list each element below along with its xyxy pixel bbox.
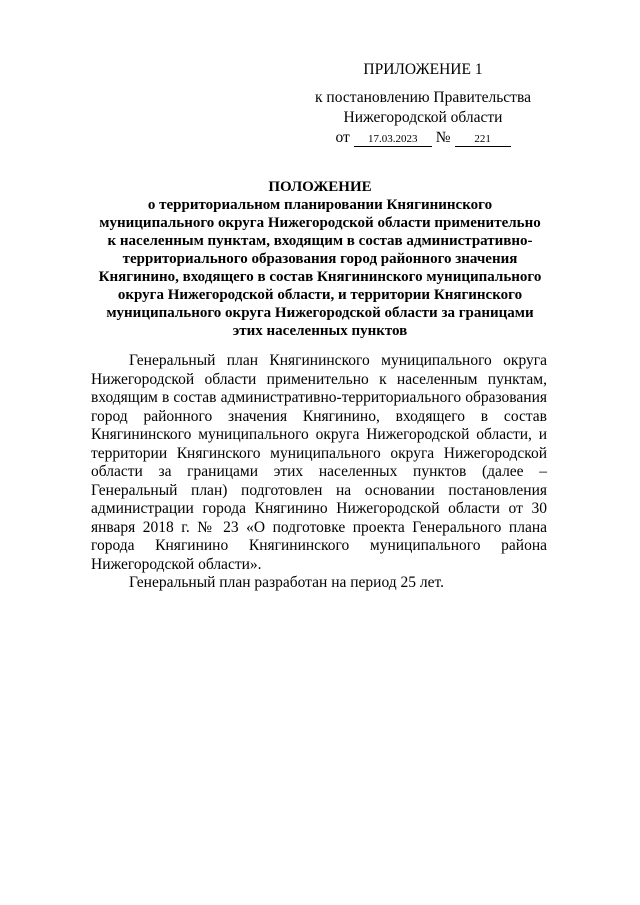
decree-date: 17.03.2023: [354, 132, 432, 147]
annex-block: [300, 60, 546, 148]
heading-subtitle: о территориальном планировании Княгининского муниципального округа Нижегородской области применительно к населенным пунктам, входящим в состав административно-территориального образования город районного значения Княгинино, входящего в состав Княгининского муниципального округа Нижегородской области, и территории Княгинского муниципального округа Нижегородской области за границами этих населенных пунктов: [98, 197, 542, 339]
decree-number: 221: [455, 132, 511, 147]
annex-reference-line-2: Нижегородской области: [343, 109, 503, 126]
document-body: [91, 352, 547, 593]
annex-title: ПРИЛОЖЕНИЕ 1: [363, 61, 483, 78]
heading-title: ПОЛОЖЕНИЕ: [268, 179, 372, 195]
annex-date-row: [300, 128, 546, 148]
document-heading: [95, 178, 545, 340]
number-sign: №: [435, 129, 451, 146]
body-paragraph-1: Генеральный план Княгининского муниципального округа Нижегородской области применительно к населенным пунктам, входящим в состав административно-территориального образования город районного значения Княгинино, входящего в состав Княгининского муниципального округа Нижегородской области, и территории Княгинского муниципального округа Нижегородской области за границами этих населенных пунктов (далее – Генеральный план) подготовлен на основании постановления администрации города Княгинино Нижегородской области от 30 января 2018 г. № 23 «О подготовке проекта Генерального плана города Княгинино Княгининского муниципального района Нижегородской области».: [91, 352, 547, 573]
date-prefix: от: [335, 129, 350, 146]
body-paragraph-2: Генеральный план разработан на период 25 лет.: [129, 574, 444, 591]
annex-reference-line-1: к постановлению Правительства: [315, 89, 531, 106]
